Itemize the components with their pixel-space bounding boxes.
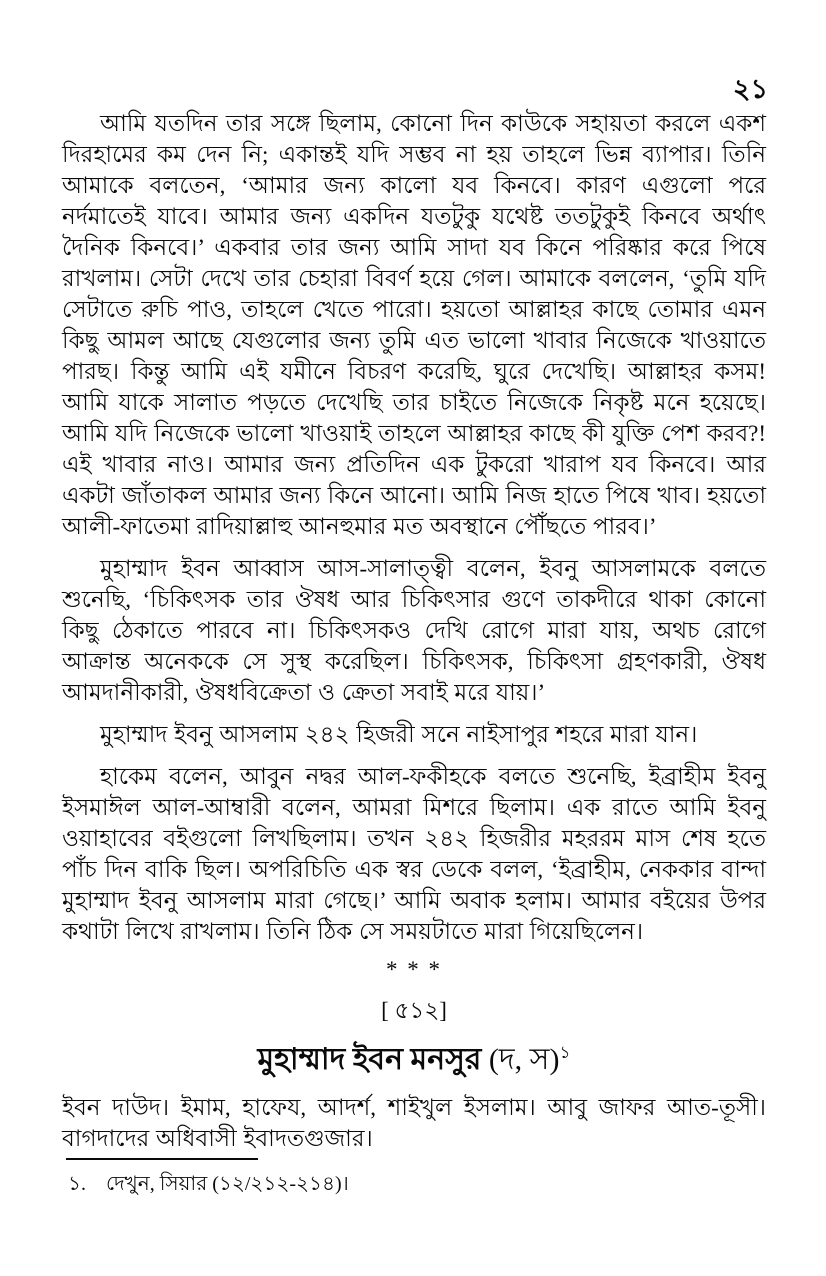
body-paragraph-3: মুহাম্মাদ ইবনু আসলাম ২৪২ হিজরী সনে নাইসাপুর শহরে মারা যান। bbox=[100, 722, 698, 747]
footnote-text: দেখুন, সিয়ার (১২/২১২-২১৪)। bbox=[106, 1173, 349, 1195]
page-number: ২১ bbox=[732, 74, 768, 104]
body-paragraph-2: মুহাম্মাদ ইবন আব্বাস আস-সালাত্ত্বী বলেন, ইবনু আসলামকে বলতে শুনেছি, ‘চিকিৎসক তার ঔষধ আর চিকিৎসার গুণে তাকদীরে থাকা কোনো কিছু ঠেকাতে পারবে না। চিকিৎসকও দেখি রোগে মারা যায়, অথচ রোগে আক্রান্ত অনেককে সে সুস্থ করেছিল। চিকিৎসক, চিকিৎসা গ্রহণকারী, ঔষধ আমদানীকারী, ঔষধবিক্রেতা ও ক্রেতা সবাই মরে যায়।’ bbox=[62, 556, 766, 705]
page-content bbox=[62, 108, 766, 1154]
body-paragraph-4: হাকেম বলেন, আবুন নদ্বর আল-ফকীহকে বলতে শুনেছি, ইব্রাহীম ইবনু ইসমাঈল আল-আম্বারী বলেন, আমরা মিশরে ছিলাম। এক রাতে আমি ইবনু ওয়াহাবের বইগুলো লিখছিলাম। তখন ২৪২ হিজরীর মহররম মাস শেষ হতে পাঁচ দিন বাকি ছিল। অপরিচিতি এক স্বর ডেকে বলল, ‘ইব্রাহীম, নেককার বান্দা মুহাম্মাদ ইবনু আসলাম মারা গেছে।’ আমি অবাক হলাম। আমার বইয়ের উপর কথাটা লিখে রাখলাম। তিনি ঠিক সে সময়টাতে মারা গিয়েছিলেন। bbox=[62, 764, 766, 944]
footnote-marker: ১. bbox=[68, 1173, 86, 1195]
footnote-rule bbox=[66, 1158, 258, 1160]
entry-title-name: মুহাম্মাদ ইবন মনসুর bbox=[257, 1042, 482, 1076]
section-divider-asterisks: * * * bbox=[386, 957, 442, 982]
footnote-block bbox=[62, 1158, 766, 1198]
entry-description: ইবন দাউদ। ইমাম, হাফেয, আদর্শ, শাইখুল ইসলাম। আবু জাফর আত-তূসী। বাগদাদের অধিবাসী ইবাদতগুজার। bbox=[62, 1095, 766, 1152]
body-paragraph-1: আমি যতদিন তার সঙ্গে ছিলাম, কোনো দিন কাউকে সহায়তা করলে একশ দিরহামের কম দেন নি; একান্তই যদি সম্ভব না হয় তাহলে ভিন্ন ব্যাপার। তিনি আমাকে বলতেন, ‘আমার জন্য কালো যব কিনবে। কারণ এগুলো পরে নর্দমাতেই যাবে। আমার জন্য একদিন যতটুকু যথেষ্ট ততটুকুই কিনবে অর্থাৎ দৈনিক কিনবে।’ একবার তার জন্য আমি সাদা যব কিনে পরিষ্কার করে পিষে রাখলাম। সেটা দেখে তার চেহারা বিবর্ণ হয়ে গেল। আমাকে বললেন, ‘তুমি যদি সেটাতে রুচি পাও, তাহলে খেতে পারো। হয়তো আল্লাহর কাছে তোমার এমন কিছু আমল আছে যেগুলোর জন্য তুমি এত ভালো খাবার নিজেকে খাওয়াতে পারছ। কিন্তু আমি এই যমীনে বিচরণ করেছি, ঘুরে দেখেছি। আল্লাহর কসম! আমি যাকে সালাত পড়তে দেখেছি তার চাইতে নিজেকে নিকৃষ্ট মনে হয়েছে। আমি যদি নিজেকে ভালো খাওয়াই তাহলে আল্লাহর কাছে কী যুক্তি পেশ করব?! এই খাবার নাও। আমার জন্য প্রতিদিন এক টুকরো খারাপ যব কিনবে। আর একটা জাঁতাকল আমার জন্য কিনে আনো। আমি নিজ হাতে পিষে খাব। হয়তো আলী-ফাতেমা রাদিয়াল্লাহু আনহুমার মত অবস্থানে পৌঁছতে পারব।’ bbox=[62, 111, 766, 539]
entry-number: [ ৫১২] bbox=[381, 998, 447, 1023]
entry-footnote-reference: ১ bbox=[559, 1042, 571, 1062]
entry-title-qualifier: (দ, স) bbox=[481, 1042, 560, 1076]
entry-title bbox=[62, 1041, 766, 1079]
footnote bbox=[62, 1170, 766, 1198]
